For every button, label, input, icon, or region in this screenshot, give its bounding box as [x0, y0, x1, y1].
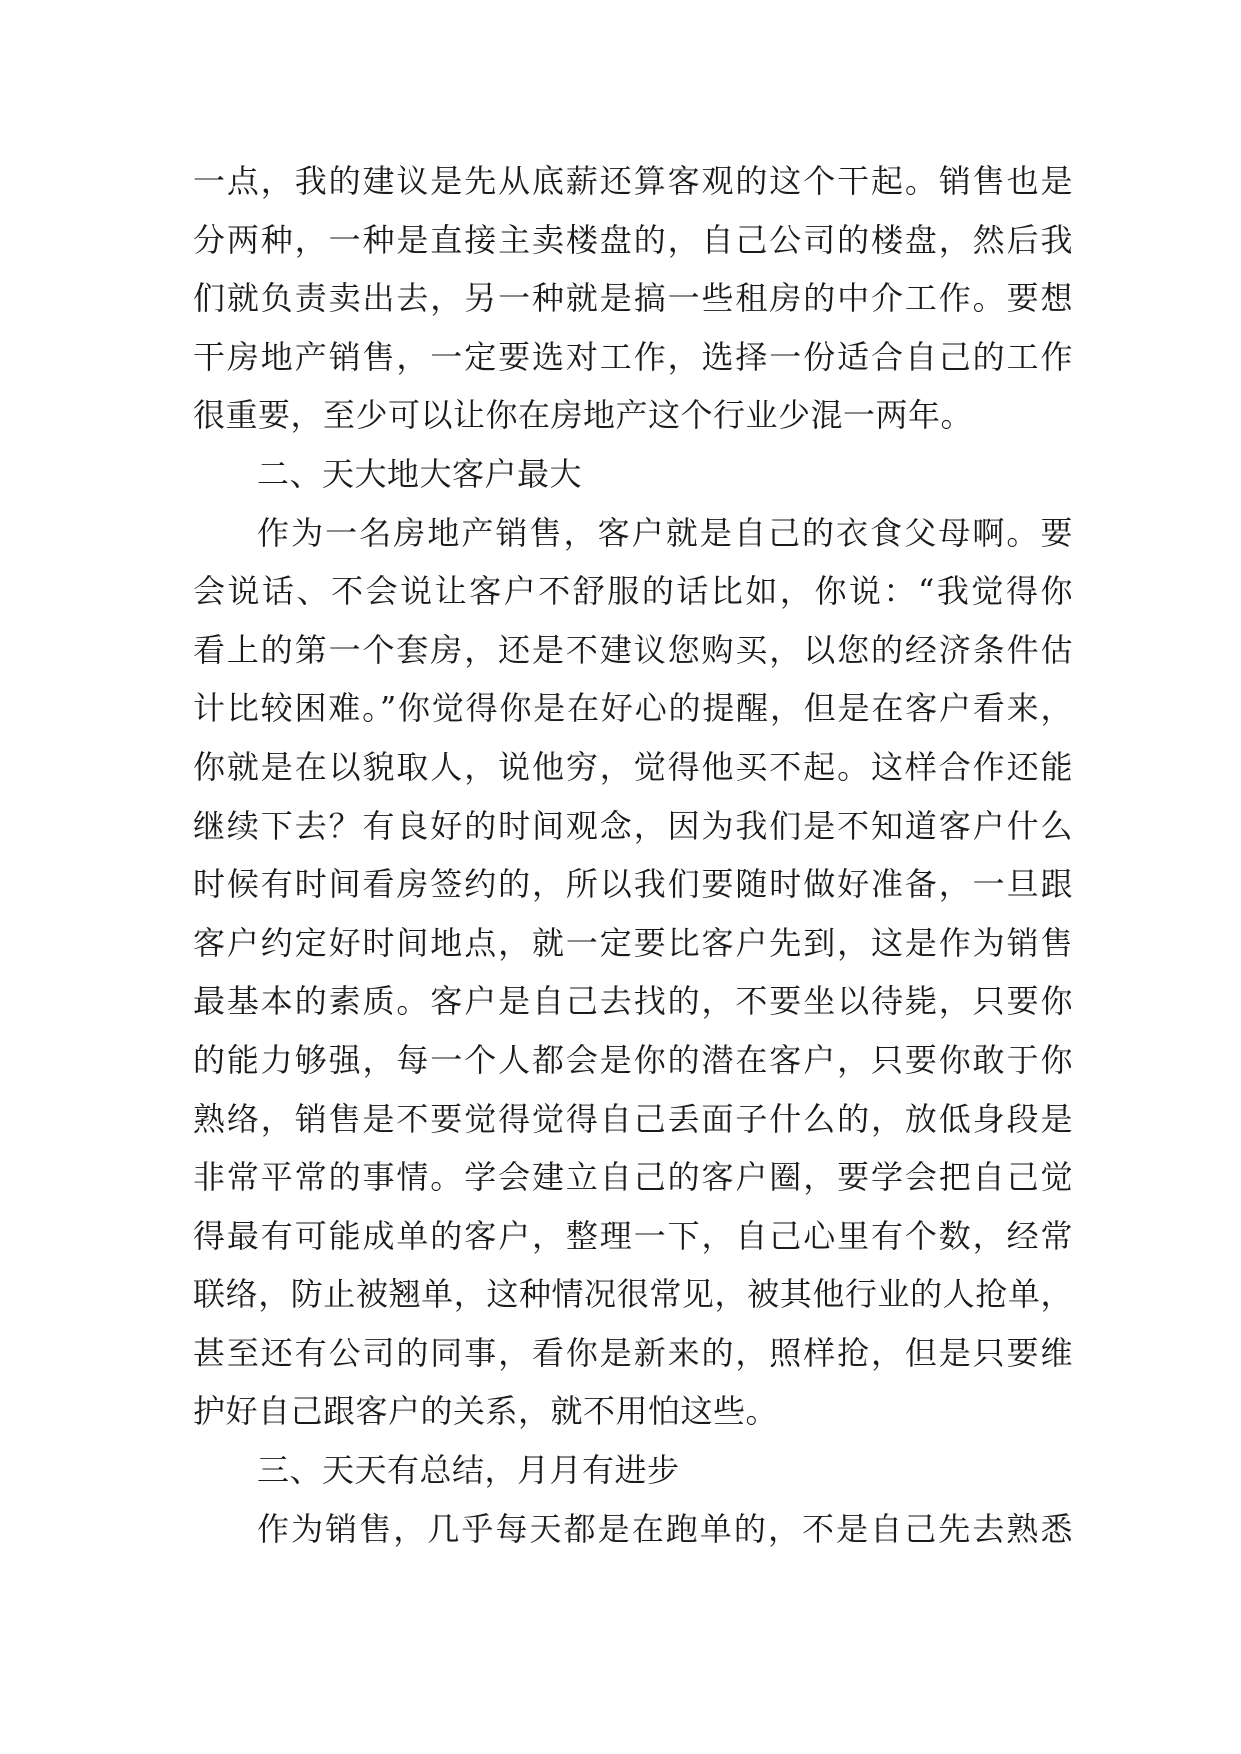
- section-heading: 二、天大地大客户最大: [257, 454, 583, 493]
- text-line: 作为一名房地产销售，客户就是自己的衣食父母啊。要: [257, 513, 1073, 552]
- text-line: 作为销售，几乎每天都是在跑单的，不是自己先去熟悉: [257, 1509, 1073, 1548]
- text-line: 看上的第一个套房，还是不建议您购买，以您的经济条件估: [193, 630, 1073, 669]
- text-line: 们就负责卖出去，另一种就是搞一些租房的中介工作。要想: [193, 279, 1073, 318]
- text-line: 非常平常的事情。学会建立自己的客户圈，要学会把自己觉: [193, 1158, 1073, 1197]
- text-line: 计比较困难。”你觉得你是在好心的提醒，但是在客户看来，: [193, 689, 1073, 728]
- text-line: 你就是在以貌取人，说他穷，觉得他买不起。这样合作还能: [193, 747, 1073, 786]
- text-line: 会说话、不会说让客户不舒服的话比如，你说：“我觉得你: [193, 572, 1073, 611]
- text-line: 最基本的素质。客户是自己去找的，不要坐以待毙，只要你: [193, 982, 1073, 1021]
- text-line: 熟络，销售是不要觉得觉得自己丢面子什么的，放低身段是: [193, 1099, 1073, 1138]
- text-line: 一点，我的建议是先从底薪还算客观的这个干起。销售也是: [193, 162, 1073, 200]
- text-line: 联络，防止被翘单，这种情况很常见，被其他行业的人抢单，: [193, 1275, 1073, 1314]
- body-text: [193, 152, 1073, 1558]
- text-line: 甚至还有公司的同事，看你是新来的，照样抢，但是只要维: [193, 1333, 1073, 1372]
- text-line: 得最有可能成单的客户，整理一下，自己心里有个数，经常: [193, 1216, 1073, 1255]
- text-line: 的能力够强，每一个人都会是你的潜在客户，只要你敢于你: [193, 1040, 1073, 1079]
- text-line: 时候有时间看房签约的，所以我们要随时做好准备，一旦跟: [193, 865, 1073, 904]
- text-line: 继续下去？有良好的时间观念，因为我们是不知道客户什么: [193, 806, 1073, 845]
- text-line: 分两种，一种是直接主卖楼盘的，自己公司的楼盘，然后我: [193, 220, 1073, 259]
- text-line: 护好自己跟客户的关系，就不用怕这些。: [193, 1392, 779, 1431]
- text-line: 很重要，至少可以让你在房地产这个行业少混一两年。: [193, 396, 974, 435]
- section-heading: 三、天天有总结，月月有进步: [257, 1451, 680, 1490]
- text-line: 干房地产销售，一定要选对工作，选择一份适合自己的工作: [193, 337, 1073, 376]
- text-line: 客户约定好时间地点，就一定要比客户先到，这是作为销售: [193, 923, 1073, 962]
